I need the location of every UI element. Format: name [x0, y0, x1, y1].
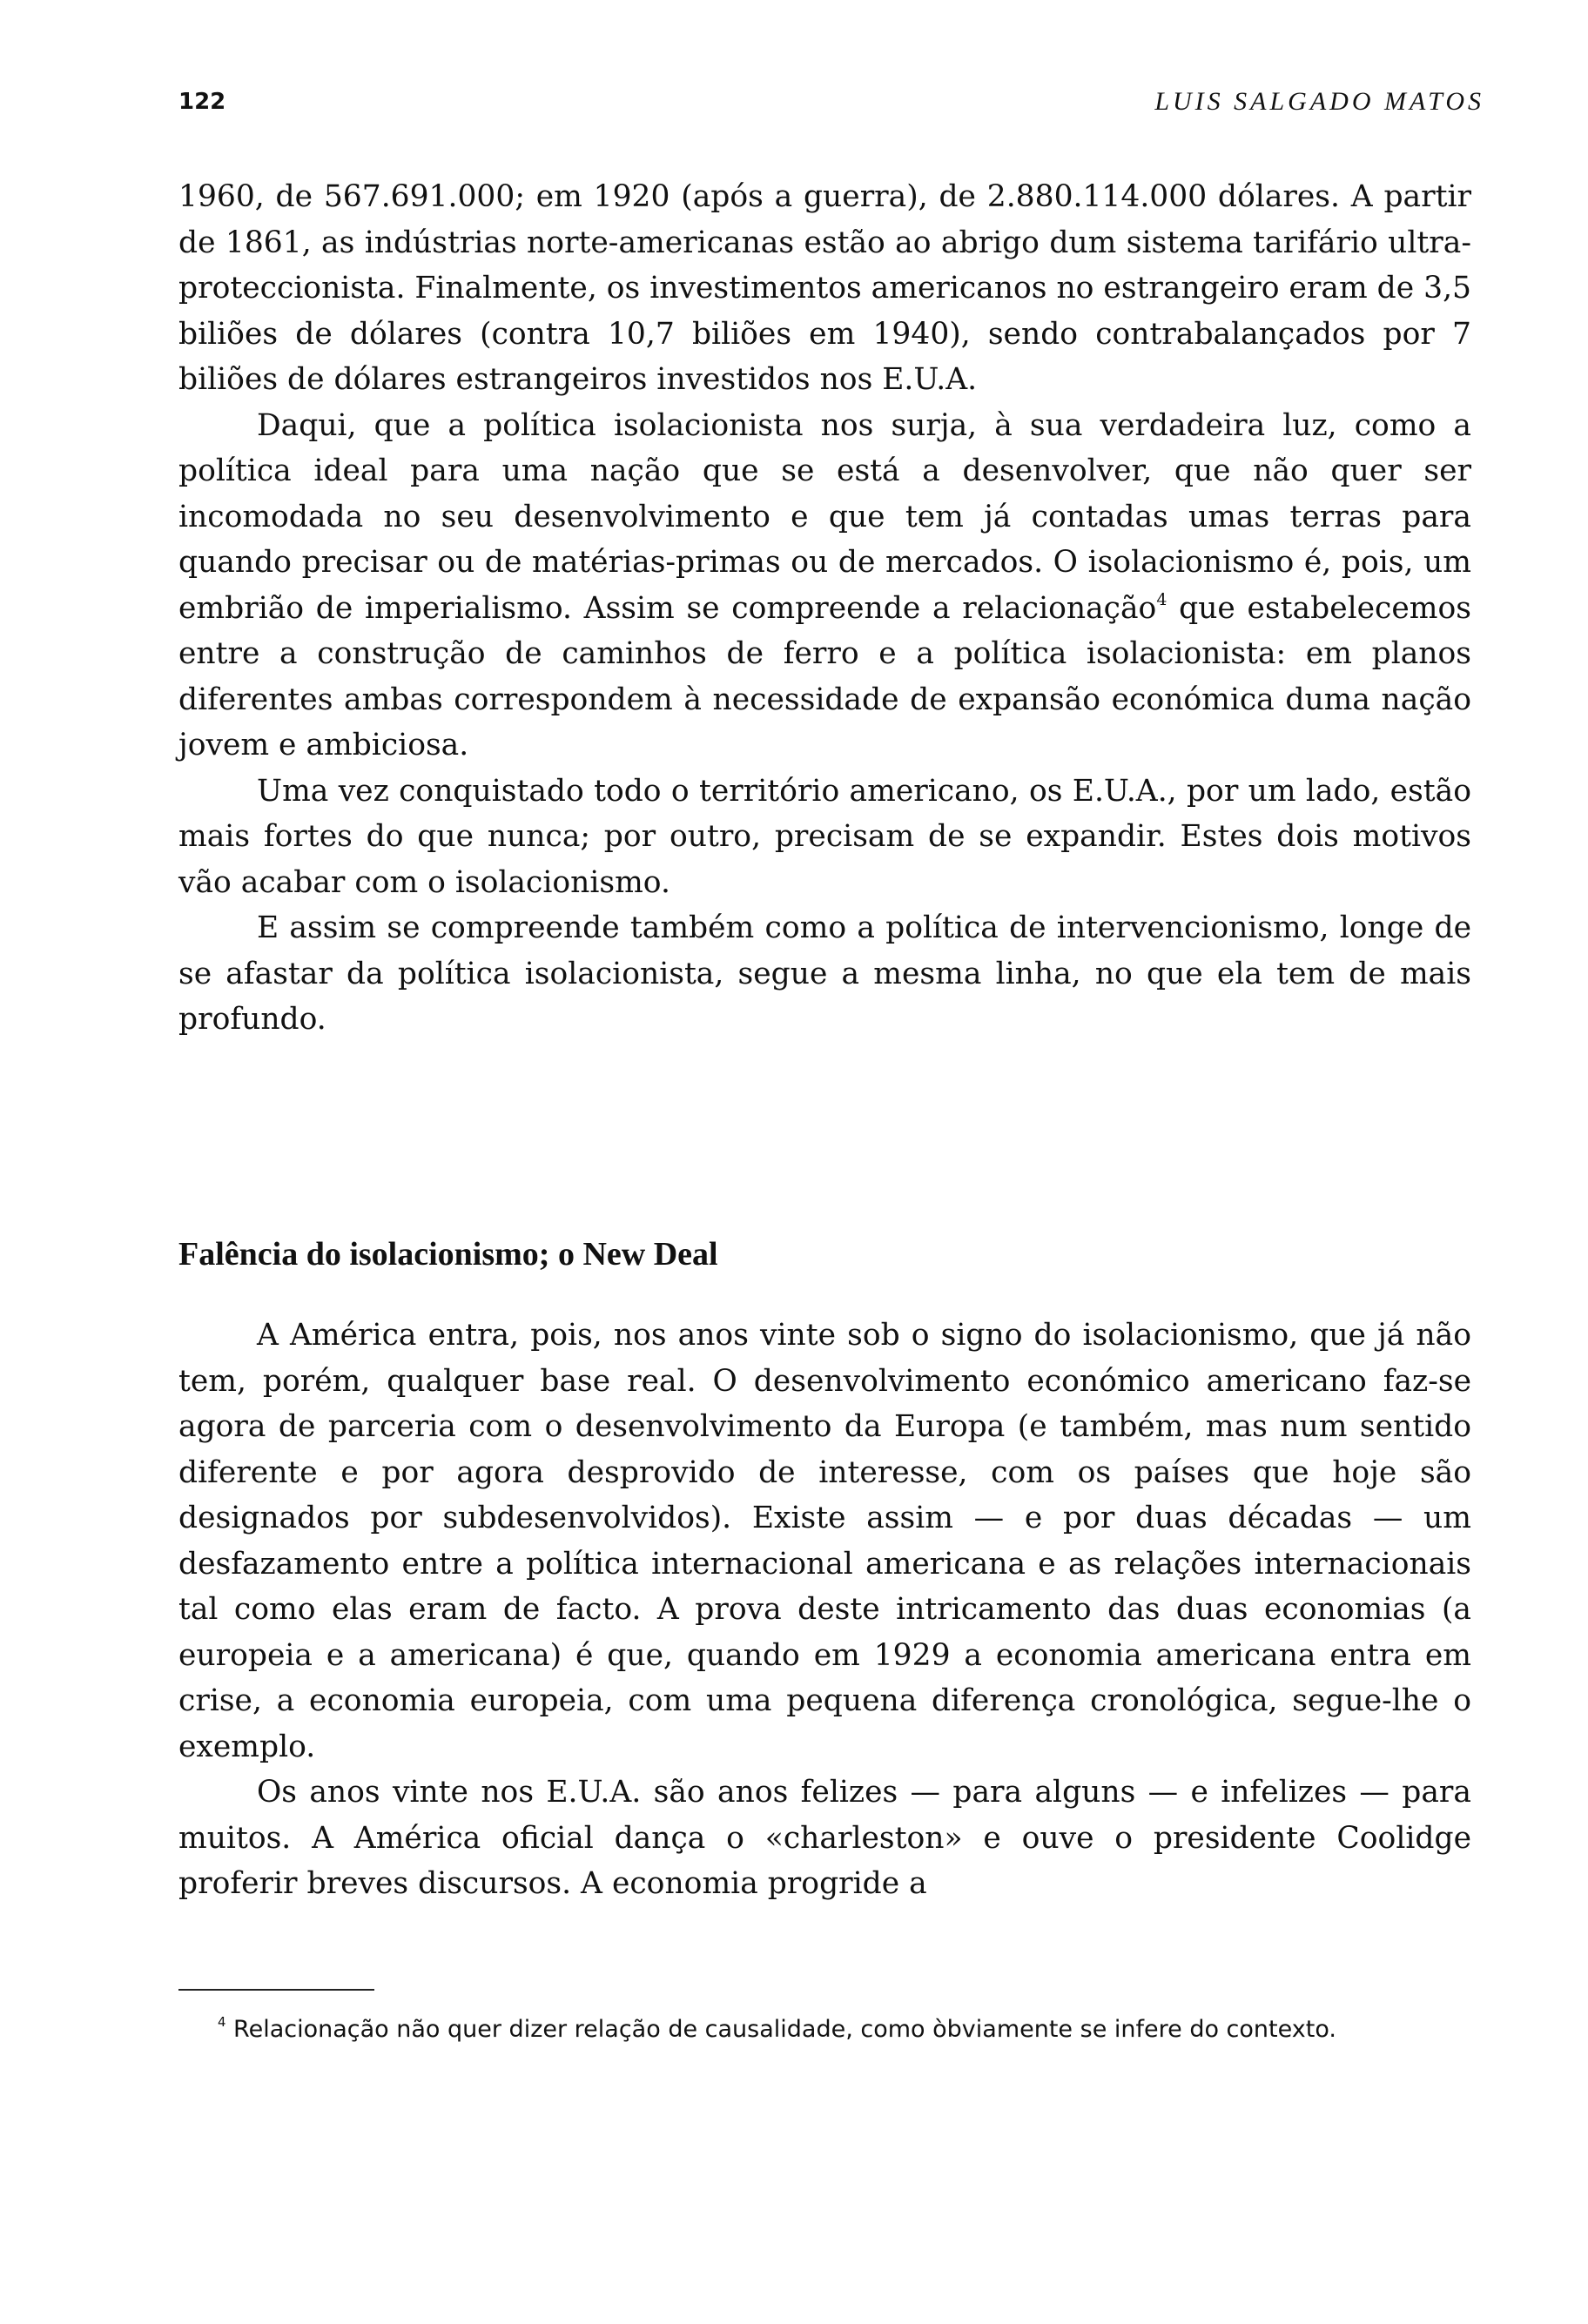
- page-number: 122: [178, 89, 226, 115]
- paragraph: A América entra, pois, nos anos vinte sob o signo do isolacionismo, que já não tem, porém, qualquer base real. O desenvolvimento económico americano faz-se agora de parceria com o desenvolvimento da Europa (e também, mas num sentido diferente e por agora desprovido de interesse, com os países que hoje são designados por subdesenvolvidos). Existe assim — e por duas décadas — um desfazamento entre a política internacional americana e as relações internacionais tal como elas eram de facto. A prova deste intricamento das duas economias (a europeia e a americana) é que, quando em 1929 a economia americana entra em crise, a economia europeia, com uma pequena diferença cronológica, segue-lhe o exemplo.: [178, 1318, 1471, 1764]
- footnote: [178, 2011, 1471, 2049]
- body-text-top: [178, 174, 1471, 1043]
- footnote-marker: 4: [218, 2014, 226, 2031]
- paragraph-text: Daqui, que a política isolacionista nos surja, à sua verdadeira luz, como a política ideal para uma nação que se está a desenvolver, que não quer ser incomodada no seu desenvolvimento e que tem já contadas umas terras para quando precisar ou de matérias-primas ou de mercados. O isolacionismo é, pois, um embrião de imperialismo. Assim se compreende a relacionação: [178, 407, 1471, 626]
- paragraph: 1960, de 567.691.000; em 1920 (após a guerra), de 2.880.114.000 dólares. A partir de 1861, as indústrias norte-americanas estão ao abrigo dum sistema tarifário ultra-proteccionista. Finalmente, os investimentos americanos no estrangeiro eram de 3,5 biliões de dólares (contra 10,7 biliões em 1940), sendo contrabalançados por 7 biliões de dólares estrangeiros investidos nos E.U.A.: [178, 179, 1471, 397]
- body-text-bottom: [178, 1313, 1471, 1907]
- paragraph: E assim se compreende também como a política de intervencionismo, longe de se afastar da política isolacionista, segue a mesma linha, no que ela tem de mais profundo.: [178, 910, 1471, 1037]
- footnote-reference: 4: [1156, 589, 1167, 609]
- paragraph-with-note: [178, 403, 1471, 769]
- paragraph-text: que estabelecemos entre a construção de caminhos de ferro e a política isolacionista: em planos diferentes ambas correspondem à necessidade de expansão económica duma nação jovem e ambiciosa.: [178, 590, 1471, 762]
- running-title: LUIS SALGADO MATOS: [1154, 87, 1484, 116]
- footnote-divider: [178, 1989, 374, 1991]
- footnote-text: Relacionação não quer dizer relação de causalidade, como òbviamente se infere do contexto.: [225, 2016, 1336, 2043]
- paragraph: Os anos vinte nos E.U.A. são anos felizes — para alguns — e infelizes — para muitos. A América oficial dança o «charleston» e ouve o presidente Coolidge proferir breves discursos. A economia progride a: [178, 1775, 1471, 1901]
- running-head: [178, 87, 1484, 122]
- paragraph: Uma vez conquistado todo o território americano, os E.U.A., por um lado, estão mais fortes do que nunca; por outro, precisam de se expandir. Estes dois motivos vão acabar com o isolacionismo.: [178, 773, 1471, 900]
- section-heading: Falência do isolacionismo; o New Deal: [178, 1236, 718, 1273]
